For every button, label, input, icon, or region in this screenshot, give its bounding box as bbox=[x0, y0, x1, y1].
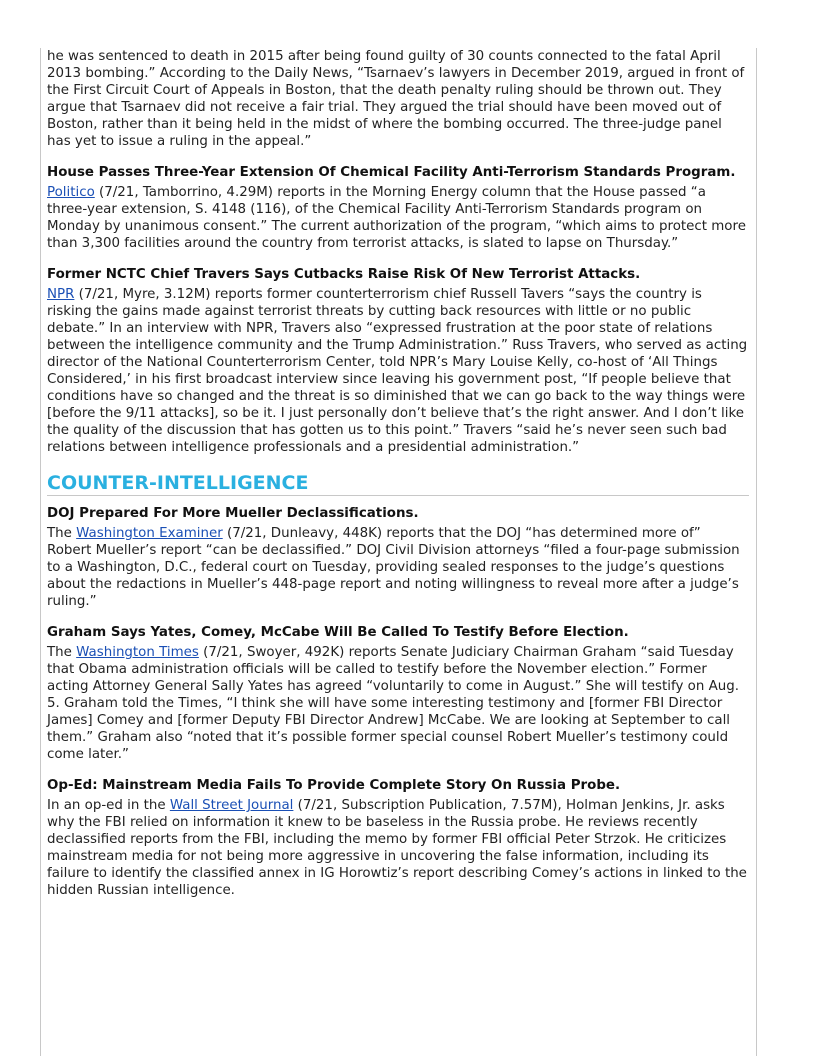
article-text: (7/21, Subscription Publication, 7.57M), Holman Jenkins, Jr. asks why the FBI relied on information it knew to be baseless in the Russia probe. He reviews recently declassified reports from the FBI, including the memo by former FBI official Peter Strzok. He criticizes mainstream media for not being more aggressive in uncovering the false information, including its failure to identify the classified annex in IG Horowtiz’s report describing Comey’s actions in linked to the hidden Russian intelligence. bbox=[47, 798, 747, 898]
article-chemical-facility bbox=[47, 164, 749, 252]
article-body bbox=[47, 797, 749, 899]
article-body bbox=[47, 644, 749, 763]
source-link-wall-street-journal[interactable]: Wall Street Journal bbox=[169, 798, 294, 813]
left-margin-rule bbox=[40, 48, 41, 1056]
article-body bbox=[47, 286, 749, 456]
source-link-npr[interactable]: NPR bbox=[47, 287, 75, 302]
article-nctc-travers bbox=[47, 266, 749, 456]
article-body bbox=[47, 525, 749, 610]
article-text: (7/21, Tamborrino, 4.29M) reports in the Morning Energy column that the House passed “a three-year extension, S. 4148 (116), of the Chemical Facility Anti-Terrorism Standards program on Monday by unanimous consent.” The current authorization of the program, “which aims to protect more than 3,300 facilities around the country from terrorist attacks, is slated to lapse on Thursday.” bbox=[47, 185, 746, 251]
article-text: (7/21, Dunleavy, 448K) reports that the DOJ “has determined more of” Robert Mueller’s report “can be declassified.” DOJ Civil Division attorneys “filed a four-page submission to a Washington, D.C., federal court on Tuesday, providing sealed responses to the judge’s questions about the redactions in Mueller’s 448-page report and noting willingness to reveal more after a judge’s ruling.” bbox=[47, 526, 740, 609]
article-intro: The bbox=[47, 645, 77, 660]
right-margin-rule bbox=[756, 48, 757, 1056]
article-headline: House Passes Three-Year Extension Of Chemical Facility Anti-Terrorism Standards Program. bbox=[47, 165, 736, 180]
article-text: (7/21, Myre, 3.12M) reports former counterterrorism chief Russell Tavers “says the country is risking the gains made against terrorist threats by cutting back resources with little or no public debate.” In an interview with NPR, Travers also “expressed frustration at the poor state of relations between the intelligence community and the Trump Administration.” Russ Travers, who served as acting director of the National Counterterrorism Center, told NPR’s Mary Louise Kelly, co-host of ‘All Things Considered,’ in his first broadcast interview since leaving his government post, “If people believe that conditions have so changed and the threat is so diminished that we can go back to the way things were [before the 9/11 attacks], so be it. I just personally don’t believe that’s the right answer. And I don’t like the quality of the discussion that has gotten us to this point.” Travers “said he’s never seen such bad relations between intelligence professionals and a presidential administration.” bbox=[47, 287, 748, 455]
source-link-washington-examiner[interactable]: Washington Examiner bbox=[76, 526, 223, 541]
article-body bbox=[47, 184, 749, 252]
article-headline: DOJ Prepared For More Mueller Declassifications. bbox=[47, 506, 419, 521]
article-headline: Graham Says Yates, Comey, McCabe Will Be Called To Testify Before Election. bbox=[47, 625, 629, 640]
article-graham-testimony bbox=[47, 624, 749, 763]
digest-content bbox=[47, 48, 749, 913]
source-link-washington-times[interactable]: Washington Times bbox=[76, 645, 199, 660]
article-headline: Op-Ed: Mainstream Media Fails To Provide Complete Story On Russia Probe. bbox=[47, 778, 621, 793]
article-text: (7/21, Swoyer, 492K) reports Senate Judiciary Chairman Graham “said Tuesday that Obama administration officials will be called to testify before the November election.” Former acting Attorney General Sally Yates has agreed “voluntarily to come in August.” She will testify on Aug. 5. Graham told the Times, “I think she will have some interesting testimony and [former FBI Director James] Comey and [former Deputy FBI Director Andrew] McCabe. We are looking at September to call them.” Graham also “noted that it’s possible former special counsel Robert Mueller’s testimony could come later.” bbox=[47, 645, 739, 762]
article-intro: In an op-ed in the bbox=[47, 798, 170, 813]
section-heading-counter-intelligence: COUNTER-INTELLIGENCE bbox=[47, 472, 749, 496]
article-op-ed-russia-probe bbox=[47, 777, 749, 899]
article-intro: The bbox=[47, 526, 77, 541]
continued-article-text: he was sentenced to death in 2015 after being found guilty of 30 counts connected to the fatal April 2013 bombing.” According to the Daily News, “Tsarnaev’s lawyers in December 2019, argued in front of the First Circuit Court of Appeals in Boston, that the death penalty ruling should be thrown out. They argue that Tsarnaev did not receive a fair trial. They argued the trial should have been moved out of Boston, rather than it being held in the midst of where the bombing occurred. The three-judge panel has yet to issue a ruling in the appeal.” bbox=[47, 49, 745, 149]
article-mueller-declassification bbox=[47, 505, 749, 610]
article-headline: Former NCTC Chief Travers Says Cutbacks Raise Risk Of New Terrorist Attacks. bbox=[47, 267, 641, 282]
source-link-politico[interactable]: Politico bbox=[47, 185, 95, 200]
